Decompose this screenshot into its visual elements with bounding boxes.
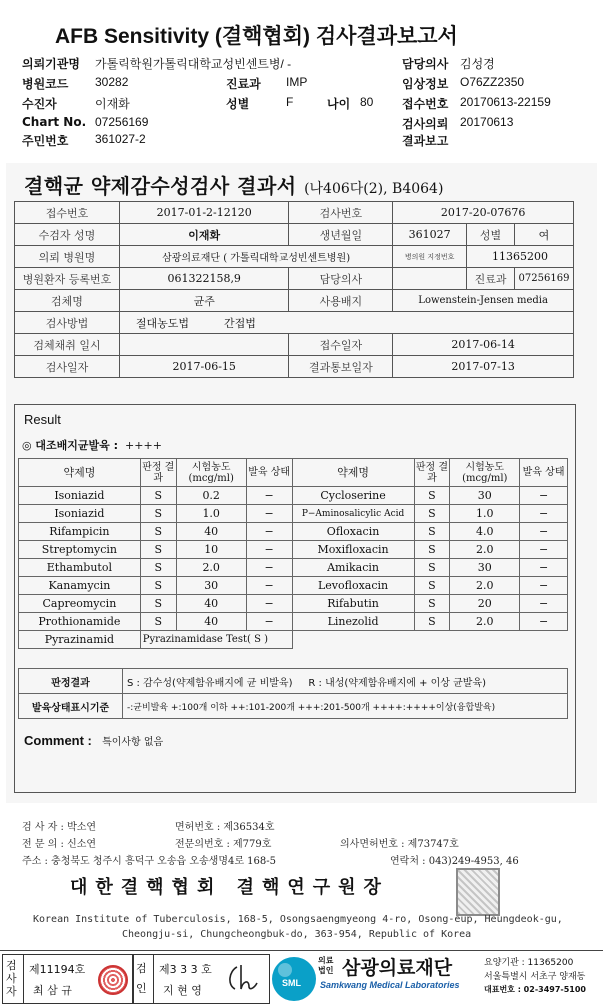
sex: 여 [514, 224, 573, 246]
test-no-label: 검사번호 [289, 202, 393, 224]
header-label-3-l4: 검사의뢰 [402, 117, 449, 131]
drug-cell-d1: Ethambutol [19, 559, 141, 577]
tester-stamp: 검사자 제11194호 최 삼 규 [2, 954, 134, 1004]
drug-cell-d1: Isoniazid [19, 487, 141, 505]
test-date: 2017-06-15 [119, 356, 289, 378]
test-no: 2017-20-07676 [393, 202, 574, 224]
header-label-2-l1: 수진자 [22, 97, 57, 111]
header-label-2-l2: 성별 [226, 97, 250, 111]
drug-cell-c2: 30 [450, 559, 520, 577]
col-growth-1: 발육 상태 [246, 459, 292, 487]
header-value-0-v4: 김성경 [460, 57, 495, 71]
birth-label: 생년월일 [289, 224, 393, 246]
drug-cell-j1: S [140, 577, 176, 595]
drug-cell-c2: 4.0 [450, 523, 520, 541]
doctor [393, 268, 467, 290]
drug-cell-d1: Streptomycin [19, 541, 141, 559]
header-label-1-l1: 병원코드 [22, 77, 69, 91]
comment: Comment : 특이사항 없음 [24, 733, 164, 748]
tester-line: 검 사 자 : 박소연 [22, 822, 97, 833]
report-date: 2017-07-13 [393, 356, 574, 378]
drug-row [19, 505, 568, 523]
drug-cell-j1: S [140, 523, 176, 541]
header-value-0-v1: 가톨릭학원가톨릭대학교성빈센트병/ - [95, 57, 292, 71]
drug-cell-j2: S [414, 595, 450, 613]
drug-cell-j2: S [414, 487, 450, 505]
drug-cell-j1: S [140, 613, 176, 631]
header-label-0-l1: 의뢰기관명 [22, 57, 80, 71]
report-date-label: 결과통보일자 [289, 356, 393, 378]
header-value-2-v2: F [286, 95, 294, 109]
patient-info-table [14, 201, 574, 378]
institute-tel: 연락처 : 043)249-4953, 46 [390, 856, 519, 867]
drug-cell-c1: 40 [176, 613, 246, 631]
institute-en-2: Cheongju-si, Chungcheongbuk-do, 363-954, Republic of Korea [122, 929, 472, 940]
drug-table [18, 458, 568, 649]
drug-cell-g1: − [246, 505, 292, 523]
reg-no: 061322158,9 [119, 268, 289, 290]
drug-cell-c1: 1.0 [176, 505, 246, 523]
drug-cell-j2: S [414, 541, 450, 559]
report-title: AFB Sensitivity (결핵협회) 검사결과보고서 [55, 25, 458, 48]
drug-cell-j1: S [140, 487, 176, 505]
drug-cell-g2: − [520, 613, 568, 631]
hospital: 삼광의료재단 ( 가톨릭대학교성빈센트병원) [119, 246, 392, 268]
drug-cell-g1: − [246, 559, 292, 577]
header-label-3-l1: Chart No. [22, 115, 87, 129]
drug-cell-d2: Moxifloxacin [292, 541, 414, 559]
drug-cell-g2: − [520, 487, 568, 505]
header-value-1-v4: O76ZZ2350 [460, 75, 525, 89]
drug-cell-d1: Capreomycin [19, 595, 141, 613]
growth-line: ◎ 대조배지균발육 : ++++ [22, 439, 162, 452]
drug-cell-d2: Amikacin [292, 559, 414, 577]
drug-cell-g1: − [246, 541, 292, 559]
drug-row [19, 613, 568, 631]
hospital-code: 11365200 [467, 246, 574, 268]
drug-cell-d2: P−Aminosalicylic Acid [292, 505, 414, 523]
specialist-line: 전 문 의 : 신소연 [22, 839, 97, 850]
drug-cell-c2: 2.0 [450, 577, 520, 595]
document-title: 결핵균 약제감수성검사 결과서 (나406다(2), B4064) [24, 174, 444, 198]
drug-cell-g2: − [520, 541, 568, 559]
header-value-1-v1: 30282 [95, 75, 129, 89]
inspector-stamp: 검인 제3 3 3 호 지 현 영 [132, 954, 270, 1004]
drug-row [19, 595, 568, 613]
medium: Lowenstein-Jensen media [393, 290, 574, 312]
method-label: 검사방법 [15, 312, 120, 334]
drug-cell-g2: − [520, 523, 568, 541]
tester-license: 면허번호 : 제36534호 [175, 822, 275, 833]
institute-en-1: Korean Institute of Tuberculosis, 168-5, Osongsaengmyeong 4-ro, Osong-eup, Heungdeok-gu, [33, 914, 563, 925]
pza-drug: Pyrazinamid [19, 631, 141, 649]
institute-address: 주소 : 충청북도 청주시 흥덕구 오송읍 오송생명4로 168-5 [22, 856, 277, 867]
drug-cell-c2: 2.0 [450, 613, 520, 631]
drug-cell-d1: Rifampicin [19, 523, 141, 541]
hospital-code-label: 병의원 지정번호 [393, 246, 467, 268]
drug-cell-j2: S [414, 577, 450, 595]
signature-icon [223, 963, 259, 995]
judge-legend: S : 감수성(약제함유배지에 균 비발육) R : 내성(약제함유배지에 + 이상 균발육) [123, 669, 568, 694]
drug-cell-j1: S [140, 505, 176, 523]
drug-cell-g2: − [520, 505, 568, 523]
drug-cell-g2: − [520, 559, 568, 577]
dept: 07256169 [514, 268, 573, 290]
dept-label: 진료과 [467, 268, 515, 290]
drug-cell-c1: 0.2 [176, 487, 246, 505]
drug-cell-j2: S [414, 559, 450, 577]
col-judge-2: 판정 결과 [414, 459, 450, 487]
drug-cell-c2: 2.0 [450, 541, 520, 559]
growth-std-label: 발육상태표시기준 [19, 694, 123, 719]
drug-cell-c2: 30 [450, 487, 520, 505]
org-phone: 대표번호 : 02-3497-5100 [484, 985, 586, 994]
header-value-3-v1: 07256169 [95, 115, 149, 129]
drug-cell-g2: − [520, 595, 568, 613]
institute-name: 대한결핵협회 결핵연구원장 [70, 877, 389, 898]
header-label-4-l1: 주민번호 [22, 134, 69, 148]
collect [119, 334, 289, 356]
specimen-label: 검체명 [15, 290, 120, 312]
method: 절대농도법 간접법 [119, 312, 573, 334]
org-small: 의료법인 [318, 956, 334, 975]
header-value-2-v3: 80 [360, 95, 374, 109]
sex-label: 성별 [467, 224, 515, 246]
drug-cell-c2: 1.0 [450, 505, 520, 523]
drug-cell-d1: Prothionamide [19, 613, 141, 631]
drug-cell-g1: − [246, 487, 292, 505]
recv-date: 2017-06-14 [393, 334, 574, 356]
drug-row [19, 577, 568, 595]
col-conc-1: 시험농도 (mcg/ml) [176, 459, 246, 487]
header-label-1-l2: 진료과 [226, 77, 261, 91]
header-value-1-v2: IMP [286, 75, 308, 89]
header-label-1-l4: 임상정보 [402, 77, 449, 91]
drug-cell-c1: 10 [176, 541, 246, 559]
drug-cell-d2: Linezolid [292, 613, 414, 631]
col-judge-1: 판정 결과 [140, 459, 176, 487]
doctor-label: 담당의사 [289, 268, 393, 290]
recv-label: 접수일자 [289, 334, 393, 356]
org-en: Samkwang Medical Laboratories [320, 980, 460, 990]
sml-text: SML [282, 978, 301, 988]
drug-cell-c1: 30 [176, 577, 246, 595]
drug-cell-g1: − [246, 613, 292, 631]
growth-std: -:균비발육 +:100개 이하 ++:101-200개 +++:201-500개 ++++:++++이상(융합발육) [123, 694, 568, 719]
pza-test: Pyrazinamidase Test( S ) [140, 631, 292, 649]
drug-cell-c1: 2.0 [176, 559, 246, 577]
header-label-0-l4: 담당의사 [402, 57, 449, 71]
hospital-label: 의뢰 병원명 [15, 246, 120, 268]
collect-label: 검체채취 일시 [15, 334, 120, 356]
header-value-2-v4: 20170613-22159 [460, 95, 551, 109]
specimen: 균주 [119, 290, 289, 312]
result-heading: Result [24, 412, 61, 427]
drug-row [19, 541, 568, 559]
patient-name: 이재화 [119, 224, 289, 246]
drug-cell-g2: − [520, 577, 568, 595]
judge-label: 판정결과 [19, 669, 123, 694]
birth: 361027 [393, 224, 467, 246]
org-code: 요양기관 : 11365200 [484, 958, 574, 968]
patient-label: 수검자 성명 [15, 224, 120, 246]
drug-cell-j1: S [140, 559, 176, 577]
drug-cell-d2: Cycloserine [292, 487, 414, 505]
col-growth-2: 발육 상태 [520, 459, 568, 487]
drug-cell-d1: Kanamycin [19, 577, 141, 595]
header-value-4-v1: 361027-2 [95, 132, 146, 146]
drug-cell-j2: S [414, 613, 450, 631]
drug-cell-d2: Rifabutin [292, 595, 414, 613]
drug-cell-g1: − [246, 595, 292, 613]
drug-cell-g1: − [246, 577, 292, 595]
header-label-4-l4: 결과보고 [402, 134, 449, 148]
receipt-no-label: 접수번호 [15, 202, 120, 224]
drug-cell-j2: S [414, 523, 450, 541]
header-value-2-v1: 이재화 [95, 97, 130, 111]
reg-label: 병원환자 등록번호 [15, 268, 120, 290]
drug-cell-d2: Levofloxacin [292, 577, 414, 595]
drug-cell-j1: S [140, 541, 176, 559]
header-label-2-l3: 나이 [327, 97, 351, 111]
col-drug-1: 약제명 [19, 459, 141, 487]
drug-row [19, 487, 568, 505]
header-value-3-v4: 20170613 [460, 115, 514, 129]
drug-row [19, 523, 568, 541]
drug-row [19, 559, 568, 577]
doctor-license: 의사면허번호 : 제73747호 [340, 839, 459, 850]
drug-cell-j2: S [414, 505, 450, 523]
drug-cell-d1: Isoniazid [19, 505, 141, 523]
org-address: 서울특별시 서초구 양재동 [484, 972, 586, 982]
test-date-label: 검사일자 [15, 356, 120, 378]
org-name: 삼광의료재단 [342, 957, 453, 979]
drug-cell-g1: − [246, 523, 292, 541]
specialist-no: 전문의번호 : 제779호 [175, 839, 272, 850]
col-conc-2: 시험농도 (mcg/ml) [450, 459, 520, 487]
receipt-no: 2017-01-2-12120 [119, 202, 289, 224]
header-label-2-l4: 접수번호 [402, 97, 449, 111]
drug-cell-c1: 40 [176, 595, 246, 613]
drug-cell-c2: 20 [450, 595, 520, 613]
official-seal [456, 868, 500, 916]
drug-cell-j1: S [140, 595, 176, 613]
col-drug-2: 약제명 [292, 459, 414, 487]
medium-label: 사용배지 [289, 290, 393, 312]
drug-cell-d2: Ofloxacin [292, 523, 414, 541]
judge-table [18, 668, 568, 719]
drug-cell-c1: 40 [176, 523, 246, 541]
tester-seal-icon [98, 965, 128, 995]
